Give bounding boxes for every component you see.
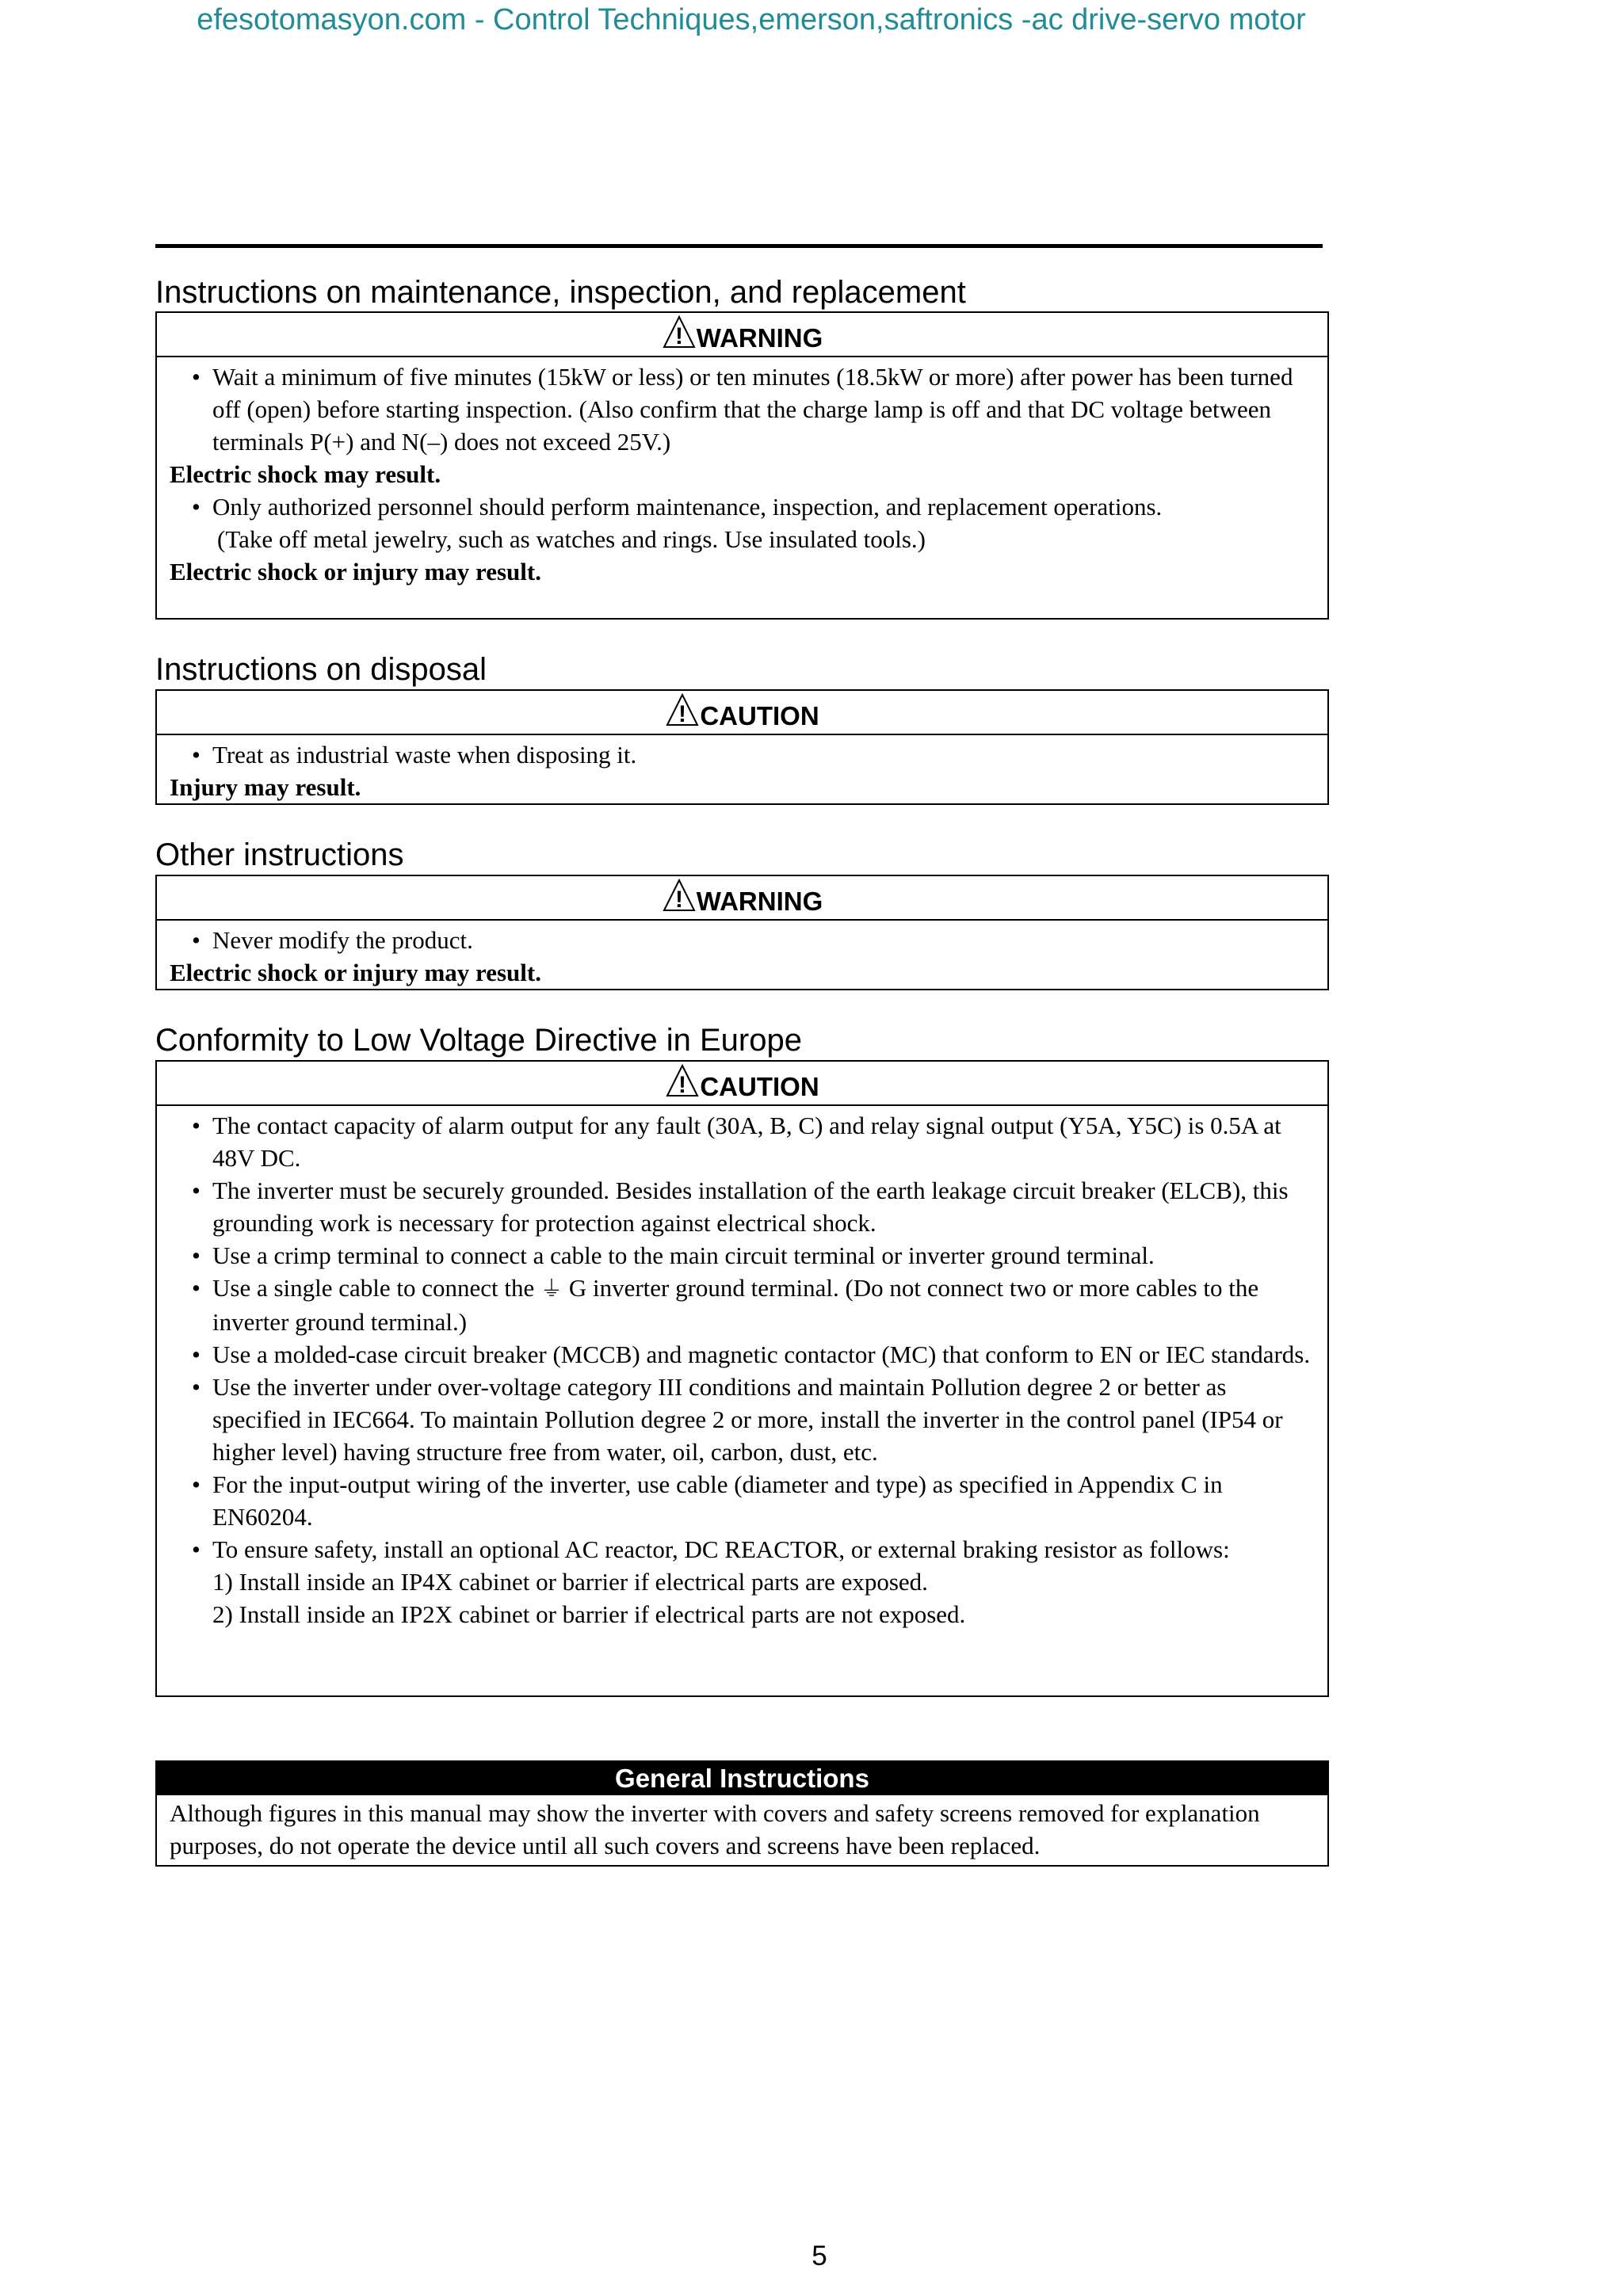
- warning-triangle-icon: [665, 692, 700, 727]
- list-item: • Treat as industrial waste when disposing it.: [192, 741, 637, 769]
- result-text: Electric shock or injury may result.: [170, 959, 541, 986]
- warning-triangle-icon: [662, 315, 697, 349]
- section-title-maintenance: Instructions on maintenance, inspection, and replacement: [155, 275, 966, 310]
- caution-label: CAUTION: [700, 701, 819, 730]
- caution-label: CAUTION: [700, 1072, 819, 1101]
- box-header: [157, 1062, 1327, 1106]
- numbered-subitem: 1) Install inside an IP4X cabinet or barrier if electrical parts are exposed.: [212, 1568, 928, 1596]
- ground-symbol-icon: ⏚: [540, 1277, 563, 1302]
- list-item: • To ensure safety, install an optional AC reactor, DC REACTOR, or external braking resistor as follows:: [192, 1535, 1230, 1563]
- section-title-disposal: Instructions on disposal: [155, 652, 487, 687]
- list-item: • Use a single cable to connect the ⏚ G inverter ground terminal. (Do not connect two or more cables to the inverter ground terminal.): [192, 1274, 1259, 1336]
- list-item: • The inverter must be securely grounded. Besides installation of the earth leakage circuit breaker (ELCB), this grounding work is necessary for protection against electrical shock.: [192, 1177, 1289, 1237]
- general-instructions-box: [155, 1760, 1329, 1867]
- list-item-note: (Take off metal jewelry, such as watches and rings. Use insulated tools.): [217, 525, 926, 553]
- warning-triangle-icon: [662, 878, 697, 913]
- warning-box-other: [155, 875, 1329, 990]
- list-item: • Use a molded-case circuit breaker (MCCB) and magnetic contactor (MC) that conform to EN or IEC standards.: [192, 1341, 1311, 1368]
- top-rule: [155, 244, 1323, 248]
- result-text: Injury may result.: [170, 773, 361, 801]
- box-header: [157, 876, 1327, 921]
- numbered-subitem: 2) Install inside an IP2X cabinet or barrier if electrical parts are not exposed.: [212, 1600, 966, 1628]
- list-item: • Only authorized personnel should perform maintenance, inspection, and replacement operations.: [192, 493, 1163, 521]
- caution-box-disposal: [155, 689, 1329, 805]
- caution-box-lvd: [155, 1060, 1329, 1697]
- box-header: [157, 313, 1327, 357]
- svg-text:!: !: [674, 887, 683, 913]
- list-item: • Never modify the product.: [192, 926, 473, 954]
- box-header: [157, 691, 1327, 735]
- general-instructions-text: Although figures in this manual may show the inverter with covers and safety screens removed for explanation purposes, do not operate the device until all such covers and screens have been replaced.: [170, 1799, 1260, 1859]
- list-item: • For the input-output wiring of the inverter, use cable (diameter and type) as specified in Appendix C in EN60204.: [192, 1470, 1223, 1531]
- list-item: • Wait a minimum of five minutes (15kW or less) or ten minutes (18.5kW or more) after power has been turned off (open) before starting inspection. (Also confirm that the charge lamp is off and that DC voltage between terminals P(+) and N(–) does not exceed 25V.): [192, 363, 1293, 456]
- general-instructions-title: General Instructions: [157, 1762, 1327, 1795]
- svg-text:!: !: [678, 701, 687, 727]
- result-text: Electric shock or injury may result.: [170, 558, 541, 585]
- warning-label: WARNING: [696, 887, 823, 916]
- warning-triangle-icon: [665, 1063, 700, 1098]
- svg-text:!: !: [678, 1072, 687, 1098]
- warning-box-maintenance: [155, 311, 1329, 620]
- list-item: • Use the inverter under over-voltage category III conditions and maintain Pollution degree 2 or better as specified in IEC664. To maintain Pollution degree 2 or more, install the inverter in the control panel (IP54 or higher level) having structure free from water, oil, carbon, dust, etc.: [192, 1373, 1283, 1466]
- list-item: • The contact capacity of alarm output for any fault (30A, B, C) and relay signal output (Y5A, Y5C) is 0.5A at 48V DC.: [192, 1112, 1281, 1172]
- list-item: • Use a crimp terminal to connect a cable to the main circuit terminal or inverter ground terminal.: [192, 1241, 1155, 1269]
- warning-label: WARNING: [696, 323, 823, 353]
- section-title-lvd: Conformity to Low Voltage Directive in Europe: [155, 1023, 802, 1058]
- watermark-text: efesotomasyon.com - Control Techniques,emerson,saftronics -ac drive-servo motor: [197, 3, 1306, 36]
- svg-text:!: !: [674, 323, 683, 349]
- result-text: Electric shock may result.: [170, 460, 441, 488]
- section-title-other: Other instructions: [155, 837, 404, 872]
- page-number: 5: [812, 2241, 827, 2271]
